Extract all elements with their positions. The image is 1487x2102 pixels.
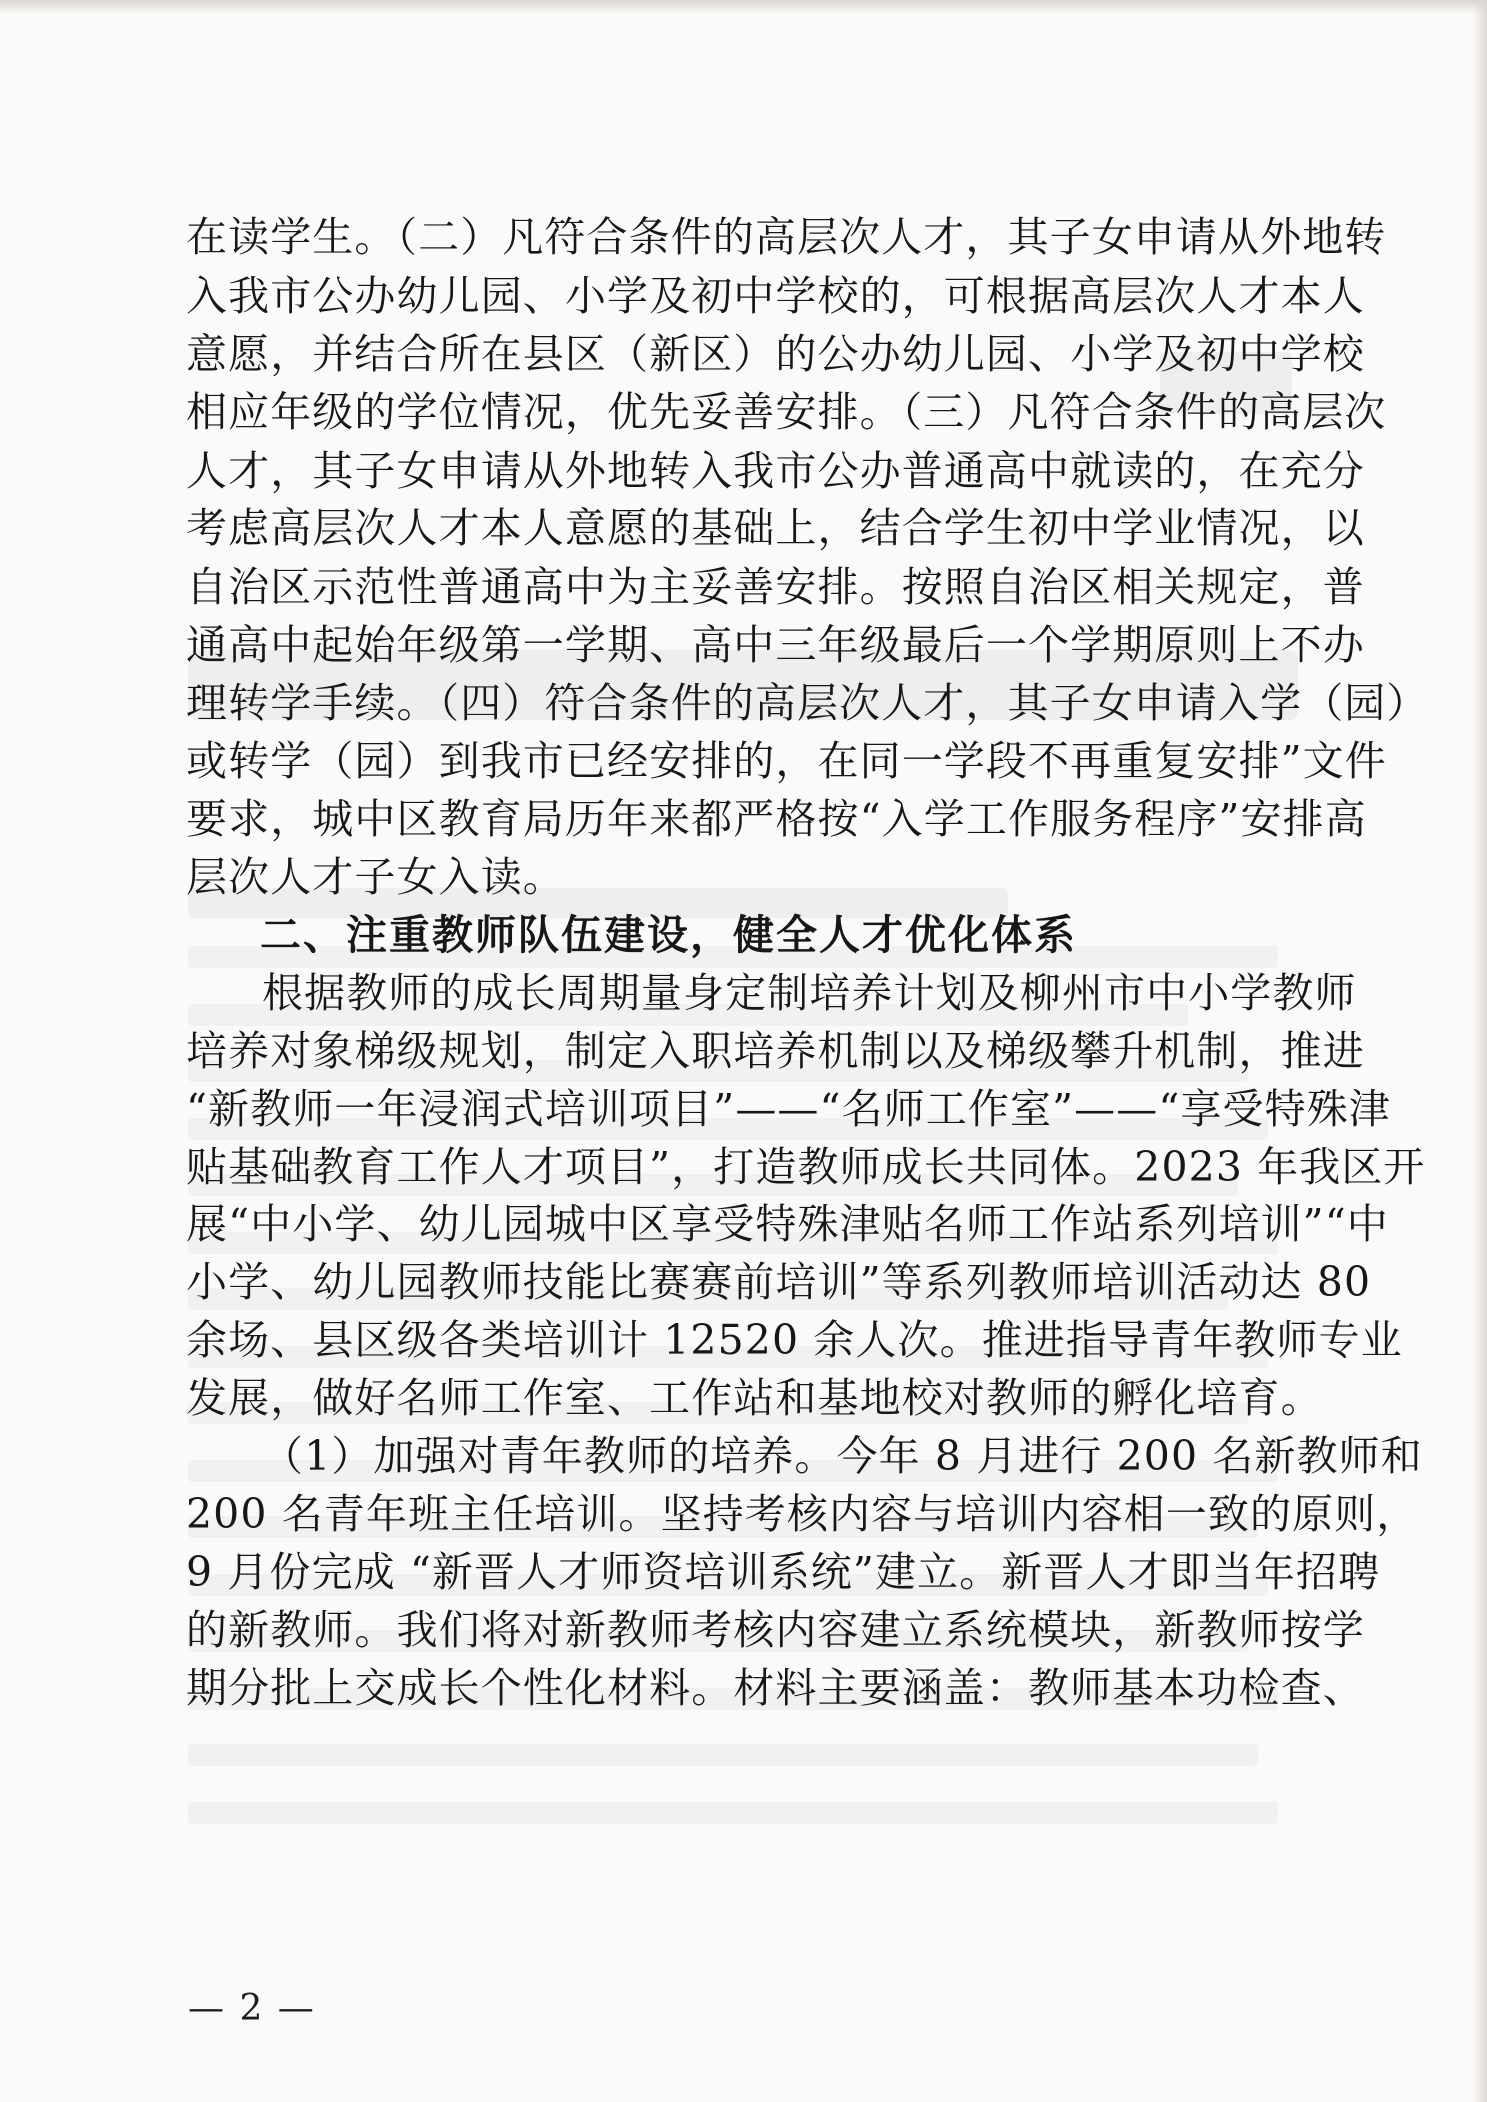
body-line: 发展，做好名师工作室、工作站和基地校对教师的孵化培育。 [186, 1374, 1323, 1422]
body-line: “新教师一年浸润式培训项目”——“名师工作室”——“享受特殊津 [186, 1085, 1391, 1133]
body-line: 贴基础教育工作人才项目”，打造教师成长共同体。2023 年我区开 [186, 1143, 1426, 1191]
body-line: 人才，其子女申请从外地转入我市公办普通高中就读的，在充分 [186, 447, 1365, 495]
body-line: 9 月份完成 “新晋人才师资培训系统”建立。新晋人才即当年招聘 [186, 1548, 1381, 1596]
body-line: 相应年级的学位情况，优先妥善安排。（三）凡符合条件的高层次 [186, 388, 1387, 436]
body-line: 余场、县区级各类培训计 12520 余人次。推进指导青年教师专业 [186, 1316, 1403, 1364]
body-line: 或转学（园）到我市已经安排的，在同一学段不再重复安排”文件 [186, 737, 1387, 785]
body-line: 入我市公办幼儿园、小学及初中学校的，可根据高层次人才本人 [186, 272, 1365, 320]
body-line: 展“中小学、幼儿园城中区享受特殊津贴名师工作站系列培训”“中 [186, 1200, 1389, 1248]
body-line: 根据教师的成长周期量身定制培养计划及柳州市中小学教师 [262, 969, 1357, 1017]
section-heading: 二、注重教师队伍建设，健全人才优化体系 [260, 911, 1077, 959]
scan-edge-right [1473, 0, 1487, 2102]
page-number: — 2 — [188, 1988, 316, 2029]
body-line: 的新教师。我们将对新教师考核内容建立系统模块，新教师按学 [186, 1606, 1365, 1654]
body-line: 在读学生。（二）凡符合条件的高层次人才，其子女申请从外地转 [186, 213, 1387, 261]
body-line: （1）加强对青年教师的培养。今年 8 月进行 200 名新教师和 [262, 1432, 1423, 1480]
body-line: 意愿，并结合所在县区（新区）的公办幼儿园、小学及初中学校 [186, 330, 1365, 378]
body-line: 培养对象梯级规划，制定入职培养机制以及梯级攀升机制，推进 [186, 1027, 1365, 1075]
body-line: 200 名青年班主任培训。坚持考核内容与培训内容相一致的原则， [186, 1490, 1419, 1538]
body-line: 考虑高层次人才本人意愿的基础上，结合学生初中学业情况，以 [186, 504, 1365, 552]
scan-edge-top [0, 0, 1487, 14]
body-line: 要求，城中区教育局历年来都严格按“入学工作服务程序”安排高 [186, 795, 1367, 843]
body-line: 期分批上交成长个性化材料。材料主要涵盖：教师基本功检查、 [186, 1664, 1365, 1712]
body-line: 自治区示范性普通高中为主妥善安排。按照自治区相关规定，普 [186, 563, 1365, 611]
body-line: 小学、幼儿园教师技能比赛赛前培训”等系列教师培训活动达 80 [186, 1258, 1372, 1306]
body-line: 通高中起始年级第一学期、高中三年级最后一个学期原则上不办 [186, 621, 1365, 669]
body-line: 层次人才子女入读。 [186, 853, 565, 901]
body-line: 理转学手续。（四）符合条件的高层次人才，其子女申请入学（园） [186, 679, 1429, 727]
